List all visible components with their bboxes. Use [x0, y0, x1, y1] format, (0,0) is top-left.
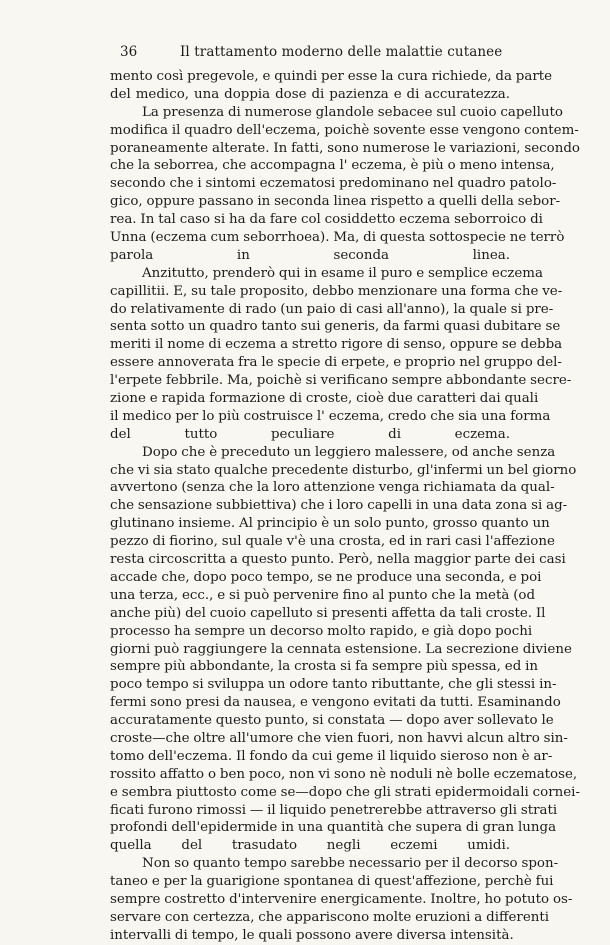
- text-line: ficati furono rimossi — il liquido penetrerebbe attraverso gli strati: [110, 802, 558, 818]
- body-text: [110, 68, 580, 945]
- text-line: zione e rapida formazione di croste, cioè due caratteri dai quali: [110, 391, 539, 407]
- text-line: del medico, una doppia dose di pazienza e di accuratezza.: [110, 86, 510, 102]
- text-line: accade che, dopo poco tempo, se ne produce una seconda, e poi: [110, 569, 542, 585]
- text-line: Unna (eczema cum seborrhoea). Ma, di questa sottospecie ne terrò: [110, 230, 565, 246]
- text-line: poraneamente alterate. In fatti, sono numerose le variazioni, secondo: [110, 140, 580, 156]
- paragraph: [110, 68, 553, 104]
- text-line: e sembra piuttosto come se—dopo che gli strati epidermoidali cornei-: [110, 784, 580, 800]
- text-line: Anzitutto, prenderò qui in esame il puro e semplice eczema: [142, 265, 543, 281]
- running-title: Il trattamento moderno delle malattie cutanee: [180, 44, 503, 60]
- page-header: [120, 42, 520, 62]
- text-line: sempre più abbondante, la crosta si fa sempre più spessa, ed in: [110, 659, 539, 675]
- paragraph: [110, 444, 580, 855]
- text-line: rossito affatto o ben poco, non vi sono nè noduli nè bolle eczematose,: [110, 766, 578, 782]
- text-line: poco tempo si sviluppa un odore tanto ributtante, che gli stessi in-: [110, 677, 557, 693]
- paragraph: [110, 265, 572, 444]
- text-line: servare con certezza, che appariscono molte eruzioni a differenti: [110, 909, 550, 925]
- text-line: quella del trasudato negli eczemi umidi.: [110, 838, 510, 854]
- page-number: 36: [120, 44, 138, 60]
- text-line: taneo e per la guarigione spontanea di quest'affezione, perchè fui: [110, 874, 554, 890]
- text-line: avvertono (senza che la loro attenzione venga richiamata da qual-: [110, 480, 555, 496]
- text-line: rea. In tal caso si ha da fare col cosiddetto eczema seborroico di: [110, 212, 543, 228]
- text-line: mento così pregevole, e quindi per esse la cura richiede, da parte: [110, 69, 553, 84]
- text-line: pezzo di fiorino, sul quale v'è una crosta, ed in rari casi l'affezione: [110, 534, 555, 550]
- text-line: il medico per lo più costruisce l' eczema, credo che sia una forma: [110, 408, 551, 424]
- text-line: glutinano insieme. Al principio è un solo punto, grosso quanto un: [110, 516, 550, 532]
- text-line: modifica il quadro dell'eczema, poichè sovente esse vengono contem-: [110, 122, 579, 138]
- text-line: sempre costretto d'intervenire energicamente. Inoltre, ho potuto os-: [110, 891, 573, 907]
- text-line: essere annoverata fra le specie di erpete, e proprio nel gruppo del-: [110, 355, 562, 371]
- text-line: meriti il nome di eczema a stretto rigore di senso, oppure se debba: [110, 337, 563, 353]
- text-line: fermi sono presi da nausea, e vengono evitati da tutti. Esaminando: [110, 695, 561, 711]
- text-line: croste—che oltre all'umore che vien fuori, non havvi alcun altro sin-: [110, 730, 568, 746]
- text-line: accuratamente questo punto, si constata — dopo aver sollevato le: [110, 713, 554, 729]
- text-line: parola in seconda linea.: [110, 247, 510, 263]
- paragraph: [110, 104, 580, 265]
- text-line: una terza, ecc., e si può pervenire fino al punto che la metà (od: [110, 587, 536, 603]
- text-line: che sensazione subbiettiva) che i loro capelli in una data zona si ag-: [110, 498, 568, 514]
- text-line: processo ha sempre un decorso molto rapido, e già dopo pochi: [110, 623, 533, 639]
- text-line: do relativamente di rado (un paio di casi all'anno), la quale si pre-: [110, 301, 554, 317]
- text-line: secondo che i sintomi eczematosi predominano nel quadro patolo-: [110, 176, 557, 192]
- text-line: gico, oppure passano in seconda linea rispetto a quelli della sebor-: [110, 194, 561, 210]
- text-line: anche più) del cuoio capelluto si presenti affetta da tali croste. Il: [110, 605, 546, 621]
- text-line: La presenza di numerose glandole sebacee sul cuoio capelluto: [142, 104, 563, 120]
- text-line: giorni può raggiungere la cennata estensione. La secrezione diviene: [110, 641, 572, 657]
- text-line: senta sotto un quadro tanto sui generis, da farmi quasi dubitare se: [110, 319, 561, 335]
- text-line: l'erpete febbrile. Ma, poichè si verificano sempre abbondante secre-: [110, 373, 572, 389]
- text-line: del tutto peculiare di eczema.: [110, 426, 510, 442]
- text-line: tomo dell'eczema. Il fondo da cui geme il liquido sieroso non è ar-: [110, 748, 553, 764]
- text-line: capillitii. E, su tale proposito, debbo menzionare una forma che ve-: [110, 283, 563, 299]
- text-line: che vi sia stato qualche precedente disturbo, gl'infermi un bel giorno: [110, 462, 577, 478]
- text-line: profondi dell'epidermide in una quantità che supera di gran lunga: [110, 820, 557, 836]
- text-line: intervalli di tempo, le quali possono avere diversa intensità.: [110, 927, 514, 943]
- text-line: resta circoscritta a questo punto. Però, nella maggior parte dei casi: [110, 552, 566, 568]
- text-line: Dopo che è preceduto un leggiero malessere, od anche senza: [142, 444, 556, 460]
- text-line: Non so quanto tempo sarebbe necessario per il decorso spon-: [142, 856, 559, 872]
- text-line: che la seborrea, che accompagna l' eczema, è più o meno intensa,: [110, 158, 555, 174]
